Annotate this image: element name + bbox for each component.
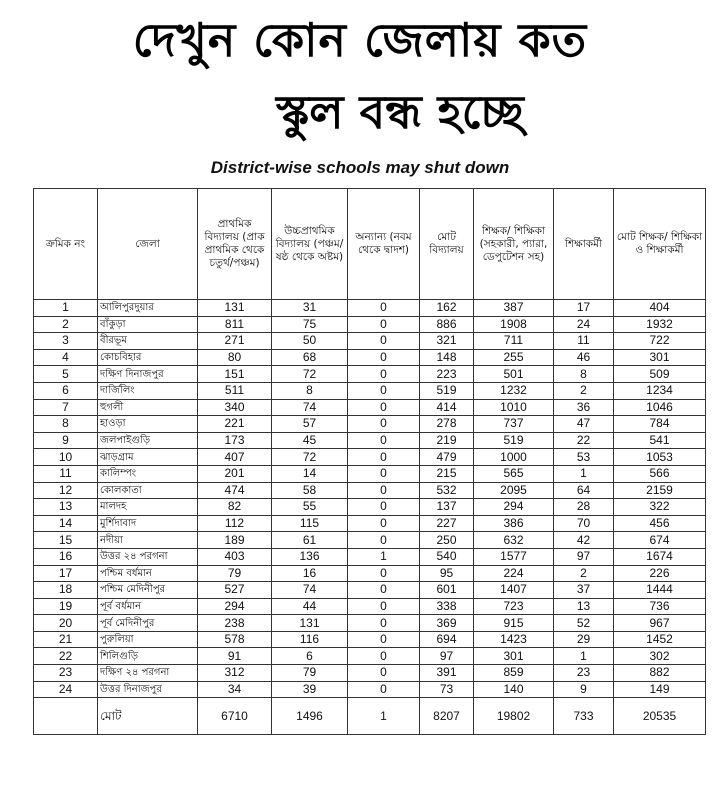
cell-total-schools: 886 xyxy=(420,316,474,333)
table-row xyxy=(34,681,706,698)
cell-total-schools: 162 xyxy=(420,300,474,317)
cell-total-staff: 1046 xyxy=(614,399,706,416)
cell-total-schools: 479 xyxy=(420,449,474,466)
cell-district: পূর্ব বর্ধমান xyxy=(98,598,198,615)
cell-others: 0 xyxy=(348,333,420,350)
table-row xyxy=(34,316,706,333)
cell-others: 0 xyxy=(348,515,420,532)
cell-serial: 14 xyxy=(34,515,98,532)
cell-staff: 23 xyxy=(554,665,614,682)
cell-teachers: 711 xyxy=(474,333,554,350)
cell-total-schools: 338 xyxy=(420,598,474,615)
cell-staff: 8 xyxy=(554,366,614,383)
cell-upper-primary: 116 xyxy=(272,631,348,648)
total-teachers: 19802 xyxy=(474,698,554,735)
cell-serial: 2 xyxy=(34,316,98,333)
cell-teachers: 255 xyxy=(474,349,554,366)
table-row xyxy=(34,499,706,516)
cell-teachers: 387 xyxy=(474,300,554,317)
cell-staff: 11 xyxy=(554,333,614,350)
cell-teachers: 140 xyxy=(474,681,554,698)
total-primary: 6710 xyxy=(198,698,272,735)
cell-total-schools: 414 xyxy=(420,399,474,416)
cell-serial: 11 xyxy=(34,465,98,482)
cell-total-schools: 391 xyxy=(420,665,474,682)
cell-total-staff: 149 xyxy=(614,681,706,698)
table-row xyxy=(34,615,706,632)
cell-others: 0 xyxy=(348,532,420,549)
cell-serial: 6 xyxy=(34,382,98,399)
cell-others: 0 xyxy=(348,648,420,665)
cell-primary: 151 xyxy=(198,366,272,383)
cell-others: 0 xyxy=(348,681,420,698)
cell-upper-primary: 50 xyxy=(272,333,348,350)
cell-district: পুরুলিয়া xyxy=(98,631,198,648)
cell-serial: 22 xyxy=(34,648,98,665)
cell-others: 0 xyxy=(348,615,420,632)
table-row xyxy=(34,665,706,682)
total-district: মোট xyxy=(98,698,198,735)
cell-upper-primary: 8 xyxy=(272,382,348,399)
cell-district: পশ্চিম বর্ধমান xyxy=(98,565,198,582)
cell-total-schools: 219 xyxy=(420,432,474,449)
cell-teachers: 1577 xyxy=(474,548,554,565)
table-row xyxy=(34,333,706,350)
cell-primary: 201 xyxy=(198,465,272,482)
cell-teachers: 737 xyxy=(474,416,554,433)
cell-total-staff: 882 xyxy=(614,665,706,682)
cell-primary: 238 xyxy=(198,615,272,632)
cell-others: 0 xyxy=(348,349,420,366)
total-upper-primary: 1496 xyxy=(272,698,348,735)
cell-staff: 2 xyxy=(554,382,614,399)
cell-total-staff: 1444 xyxy=(614,582,706,599)
cell-others: 0 xyxy=(348,432,420,449)
cell-district: উত্তর দিনাজপুর xyxy=(98,681,198,698)
cell-district: উত্তর ২৪ পরগনা xyxy=(98,548,198,565)
cell-staff: 64 xyxy=(554,482,614,499)
table-header-row xyxy=(34,189,706,300)
cell-serial: 7 xyxy=(34,399,98,416)
cell-serial: 20 xyxy=(34,615,98,632)
cell-staff: 29 xyxy=(554,631,614,648)
cell-upper-primary: 39 xyxy=(272,681,348,698)
cell-upper-primary: 45 xyxy=(272,432,348,449)
cell-teachers: 632 xyxy=(474,532,554,549)
cell-total-schools: 137 xyxy=(420,499,474,516)
cell-others: 0 xyxy=(348,582,420,599)
cell-district: নদীয়া xyxy=(98,532,198,549)
cell-staff: 52 xyxy=(554,615,614,632)
cell-others: 0 xyxy=(348,665,420,682)
cell-serial: 12 xyxy=(34,482,98,499)
cell-staff: 13 xyxy=(554,598,614,615)
cell-staff: 53 xyxy=(554,449,614,466)
table-row xyxy=(34,482,706,499)
cell-teachers: 2095 xyxy=(474,482,554,499)
cell-staff: 36 xyxy=(554,399,614,416)
cell-district: দক্ষিণ দিনাজপুর xyxy=(98,366,198,383)
cell-district: ঝাড়গ্রাম xyxy=(98,449,198,466)
cell-serial: 16 xyxy=(34,548,98,565)
cell-total-staff: 301 xyxy=(614,349,706,366)
cell-staff: 2 xyxy=(554,565,614,582)
cell-district: পূর্ব মেদিনীপুর xyxy=(98,615,198,632)
cell-serial: 4 xyxy=(34,349,98,366)
cell-teachers: 565 xyxy=(474,465,554,482)
cell-serial: 10 xyxy=(34,449,98,466)
header-staff: শিক্ষাকর্মী xyxy=(554,189,614,300)
table-row xyxy=(34,465,706,482)
cell-others: 0 xyxy=(348,449,420,466)
cell-upper-primary: 72 xyxy=(272,449,348,466)
cell-staff: 47 xyxy=(554,416,614,433)
cell-district: জলপাইগুড়ি xyxy=(98,432,198,449)
total-serial xyxy=(34,698,98,735)
cell-others: 1 xyxy=(348,548,420,565)
total-staff: 733 xyxy=(554,698,614,735)
cell-serial: 8 xyxy=(34,416,98,433)
cell-primary: 80 xyxy=(198,349,272,366)
header-total-schools: মোট বিদ্যালয় xyxy=(420,189,474,300)
table-row xyxy=(34,515,706,532)
total-total-schools: 8207 xyxy=(420,698,474,735)
cell-primary: 578 xyxy=(198,631,272,648)
cell-teachers: 1010 xyxy=(474,399,554,416)
cell-others: 0 xyxy=(348,598,420,615)
cell-total-staff: 302 xyxy=(614,648,706,665)
cell-serial: 18 xyxy=(34,582,98,599)
cell-others: 0 xyxy=(348,416,420,433)
cell-teachers: 386 xyxy=(474,515,554,532)
cell-district: বাঁকুড়া xyxy=(98,316,198,333)
cell-district: মালদহ xyxy=(98,499,198,516)
cell-upper-primary: 68 xyxy=(272,349,348,366)
cell-district: আলিপুরদুয়ার xyxy=(98,300,198,317)
subtitle: District-wise schools may shut down xyxy=(210,158,510,177)
cell-total-staff: 2159 xyxy=(614,482,706,499)
cell-upper-primary: 74 xyxy=(272,582,348,599)
cell-upper-primary: 72 xyxy=(272,366,348,383)
cell-total-staff: 541 xyxy=(614,432,706,449)
cell-total-staff: 1234 xyxy=(614,382,706,399)
cell-teachers: 301 xyxy=(474,648,554,665)
table-row xyxy=(34,582,706,599)
cell-serial: 3 xyxy=(34,333,98,350)
cell-staff: 24 xyxy=(554,316,614,333)
cell-teachers: 519 xyxy=(474,432,554,449)
cell-primary: 403 xyxy=(198,548,272,565)
header-total-staff: মোট শিক্ষক/ শিক্ষিকা ও শিক্ষাকর্মী xyxy=(614,189,706,300)
cell-serial: 1 xyxy=(34,300,98,317)
cell-serial: 21 xyxy=(34,631,98,648)
header-upper-primary: উচ্চপ্রাথমিক বিদ্যালয় (পঞ্চম/ষষ্ঠ থেকে অষ্টম) xyxy=(272,189,348,300)
cell-serial: 5 xyxy=(34,366,98,383)
cell-primary: 131 xyxy=(198,300,272,317)
cell-upper-primary: 16 xyxy=(272,565,348,582)
district-schools-table-container xyxy=(33,188,705,735)
cell-total-staff: 1053 xyxy=(614,449,706,466)
cell-total-staff: 1452 xyxy=(614,631,706,648)
cell-total-staff: 1932 xyxy=(614,316,706,333)
cell-total-schools: 223 xyxy=(420,366,474,383)
cell-staff: 97 xyxy=(554,548,614,565)
cell-teachers: 501 xyxy=(474,366,554,383)
cell-primary: 474 xyxy=(198,482,272,499)
cell-total-schools: 519 xyxy=(420,382,474,399)
table-row xyxy=(34,382,706,399)
cell-staff: 28 xyxy=(554,499,614,516)
table-row xyxy=(34,532,706,549)
cell-primary: 189 xyxy=(198,532,272,549)
cell-serial: 24 xyxy=(34,681,98,698)
cell-primary: 294 xyxy=(198,598,272,615)
cell-teachers: 1908 xyxy=(474,316,554,333)
cell-total-staff: 566 xyxy=(614,465,706,482)
cell-total-schools: 540 xyxy=(420,548,474,565)
cell-upper-primary: 31 xyxy=(272,300,348,317)
total-others: 1 xyxy=(348,698,420,735)
cell-teachers: 224 xyxy=(474,565,554,582)
cell-others: 0 xyxy=(348,465,420,482)
cell-upper-primary: 6 xyxy=(272,648,348,665)
cell-total-schools: 73 xyxy=(420,681,474,698)
cell-district: পশ্চিম মেদিনীপুর xyxy=(98,582,198,599)
cell-staff: 46 xyxy=(554,349,614,366)
cell-upper-primary: 44 xyxy=(272,598,348,615)
table-row xyxy=(34,432,706,449)
cell-serial: 17 xyxy=(34,565,98,582)
cell-others: 0 xyxy=(348,316,420,333)
cell-teachers: 1407 xyxy=(474,582,554,599)
table-row xyxy=(34,598,706,615)
cell-total-staff: 674 xyxy=(614,532,706,549)
cell-total-staff: 1674 xyxy=(614,548,706,565)
cell-upper-primary: 136 xyxy=(272,548,348,565)
cell-upper-primary: 61 xyxy=(272,532,348,549)
cell-serial: 13 xyxy=(34,499,98,516)
header-primary: প্রাথমিক বিদ্যালয় (প্রাক প্রাথমিক থেকে চতুর্থ/পঞ্চম) xyxy=(198,189,272,300)
cell-district: শিলিগুড়ি xyxy=(98,648,198,665)
cell-serial: 23 xyxy=(34,665,98,682)
cell-primary: 34 xyxy=(198,681,272,698)
cell-upper-primary: 79 xyxy=(272,665,348,682)
cell-primary: 79 xyxy=(198,565,272,582)
cell-district: হুগলী xyxy=(98,399,198,416)
cell-serial: 15 xyxy=(34,532,98,549)
table-row xyxy=(34,399,706,416)
cell-upper-primary: 75 xyxy=(272,316,348,333)
cell-teachers: 1000 xyxy=(474,449,554,466)
cell-total-schools: 532 xyxy=(420,482,474,499)
cell-serial: 9 xyxy=(34,432,98,449)
cell-total-schools: 227 xyxy=(420,515,474,532)
cell-primary: 112 xyxy=(198,515,272,532)
cell-others: 0 xyxy=(348,499,420,516)
cell-teachers: 294 xyxy=(474,499,554,516)
cell-upper-primary: 74 xyxy=(272,399,348,416)
cell-primary: 340 xyxy=(198,399,272,416)
cell-primary: 312 xyxy=(198,665,272,682)
cell-total-schools: 250 xyxy=(420,532,474,549)
cell-district: মুর্শিদাবাদ xyxy=(98,515,198,532)
cell-others: 0 xyxy=(348,482,420,499)
table-row xyxy=(34,416,706,433)
cell-total-schools: 97 xyxy=(420,648,474,665)
cell-total-schools: 215 xyxy=(420,465,474,482)
cell-staff: 9 xyxy=(554,681,614,698)
cell-district: কোচবিহার xyxy=(98,349,198,366)
cell-total-staff: 226 xyxy=(614,565,706,582)
cell-staff: 70 xyxy=(554,515,614,532)
cell-upper-primary: 115 xyxy=(272,515,348,532)
cell-primary: 271 xyxy=(198,333,272,350)
table-row xyxy=(34,631,706,648)
table-row xyxy=(34,300,706,317)
header-serial: ক্রমিক নং xyxy=(34,189,98,300)
cell-upper-primary: 131 xyxy=(272,615,348,632)
cell-upper-primary: 57 xyxy=(272,416,348,433)
cell-primary: 511 xyxy=(198,382,272,399)
table-row xyxy=(34,548,706,565)
cell-staff: 1 xyxy=(554,465,614,482)
cell-total-schools: 321 xyxy=(420,333,474,350)
cell-others: 0 xyxy=(348,399,420,416)
cell-total-schools: 369 xyxy=(420,615,474,632)
cell-staff: 37 xyxy=(554,582,614,599)
cell-teachers: 915 xyxy=(474,615,554,632)
cell-staff: 42 xyxy=(554,532,614,549)
cell-total-staff: 322 xyxy=(614,499,706,516)
cell-serial: 19 xyxy=(34,598,98,615)
cell-others: 0 xyxy=(348,382,420,399)
cell-total-staff: 736 xyxy=(614,598,706,615)
cell-staff: 22 xyxy=(554,432,614,449)
cell-primary: 221 xyxy=(198,416,272,433)
cell-others: 0 xyxy=(348,565,420,582)
header-others: অন্যান্য (নবম থেকে দ্বাদশ) xyxy=(348,189,420,300)
cell-teachers: 1423 xyxy=(474,631,554,648)
table-total-row xyxy=(34,698,706,735)
cell-district: দক্ষিণ ২৪ পরগনা xyxy=(98,665,198,682)
total-total-staff: 20535 xyxy=(614,698,706,735)
cell-district: বীরভূম xyxy=(98,333,198,350)
header-district: জেলা xyxy=(98,189,198,300)
cell-primary: 811 xyxy=(198,316,272,333)
cell-staff: 17 xyxy=(554,300,614,317)
district-schools-table xyxy=(33,188,706,735)
cell-district: কালিম্পং xyxy=(98,465,198,482)
cell-primary: 91 xyxy=(198,648,272,665)
cell-primary: 173 xyxy=(198,432,272,449)
cell-total-schools: 148 xyxy=(420,349,474,366)
cell-primary: 527 xyxy=(198,582,272,599)
cell-total-staff: 404 xyxy=(614,300,706,317)
table-row xyxy=(34,565,706,582)
headline-line-2: স্কুল বন্ধ হচ্ছে xyxy=(276,85,524,139)
headline-line-1: দেখুন কোন জেলায় কত xyxy=(132,13,588,67)
cell-district: কোলকাতা xyxy=(98,482,198,499)
cell-total-staff: 456 xyxy=(614,515,706,532)
cell-total-staff: 722 xyxy=(614,333,706,350)
cell-others: 0 xyxy=(348,366,420,383)
cell-upper-primary: 55 xyxy=(272,499,348,516)
cell-upper-primary: 58 xyxy=(272,482,348,499)
table-row xyxy=(34,349,706,366)
cell-district: হাওড়া xyxy=(98,416,198,433)
cell-teachers: 1232 xyxy=(474,382,554,399)
table-row xyxy=(34,648,706,665)
cell-upper-primary: 14 xyxy=(272,465,348,482)
cell-others: 0 xyxy=(348,631,420,648)
cell-total-staff: 509 xyxy=(614,366,706,383)
cell-primary: 407 xyxy=(198,449,272,466)
table-row xyxy=(34,449,706,466)
cell-primary: 82 xyxy=(198,499,272,516)
cell-district: দার্জিলিং xyxy=(98,382,198,399)
cell-teachers: 723 xyxy=(474,598,554,615)
cell-total-staff: 784 xyxy=(614,416,706,433)
cell-total-staff: 967 xyxy=(614,615,706,632)
cell-others: 0 xyxy=(348,300,420,317)
header-teachers: শিক্ষক/ শিক্ষিকা (সহকারী, প্যারা, ডেপুটেশন সহ) xyxy=(474,189,554,300)
table-row xyxy=(34,366,706,383)
cell-total-schools: 601 xyxy=(420,582,474,599)
cell-staff: 1 xyxy=(554,648,614,665)
cell-total-schools: 278 xyxy=(420,416,474,433)
cell-teachers: 859 xyxy=(474,665,554,682)
cell-total-schools: 95 xyxy=(420,565,474,582)
cell-total-schools: 694 xyxy=(420,631,474,648)
